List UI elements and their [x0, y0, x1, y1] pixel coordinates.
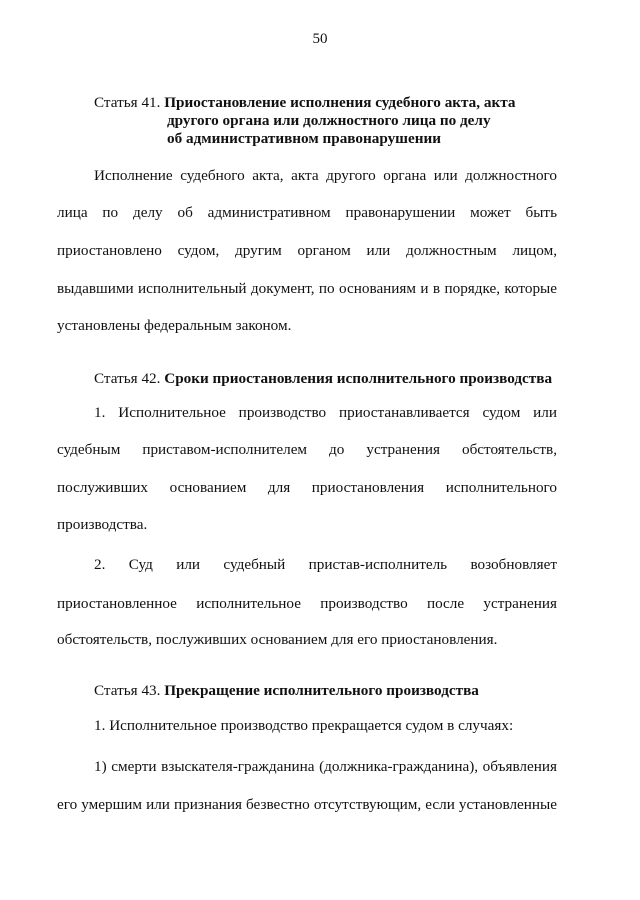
- article-43-item-1-line-2: его умершим или признания безвестно отсутствующим, если установленные: [57, 796, 557, 813]
- article-41-line-4: выдавшими исполнительный документ, по основаниям и в порядке, которые: [57, 280, 557, 297]
- article-42-p1-line-3: послуживших основанием для приостановления исполнительного: [57, 479, 557, 496]
- article-43-prefix: Статья 43.: [94, 682, 161, 699]
- article-42-p2-line-1: 2. Суд или судебный пристав-исполнитель возобновляет: [94, 556, 557, 573]
- article-42-p2-line-3: обстоятельств, послуживших основанием для его приостановления.: [57, 631, 498, 648]
- article-41-title-line-3: об административном правонарушении: [167, 130, 441, 147]
- page-number: 50: [312, 31, 328, 47]
- article-42-p1-line-1: 1. Исполнительное производство приостанавливается судом или: [94, 404, 557, 421]
- article-42-heading: [94, 370, 574, 388]
- article-41-heading: [94, 94, 574, 112]
- article-41-prefix: Статья 41.: [94, 94, 161, 111]
- article-43-item-1-line-1: 1) смерти взыскателя-гражданина (должника-гражданина), объявления: [94, 758, 557, 775]
- article-41-line-5: установлены федеральным законом.: [57, 317, 292, 334]
- article-42-p1-line-2: судебным приставом-исполнителем до устранения обстоятельств,: [57, 441, 557, 458]
- article-41-title-line-1: Приостановление исполнения судебного акта, акта: [164, 94, 516, 111]
- article-43-title: Прекращение исполнительного производства: [164, 682, 479, 699]
- article-41-line-2: лица по делу об административном правонарушении может быть: [57, 204, 557, 221]
- article-41-line-3: приостановлено судом, другим органом или должностным лицом,: [57, 242, 557, 259]
- article-43-p1: 1. Исполнительное производство прекращается судом в случаях:: [94, 717, 514, 734]
- article-42-p2-line-2: приостановленное исполнительное производство после устранения: [57, 595, 557, 612]
- article-43-heading: [94, 682, 574, 700]
- article-41-line-1: Исполнение судебного акта, акта другого органа или должностного: [94, 167, 557, 184]
- article-41-title-line-2: другого органа или должностного лица по делу: [167, 112, 491, 129]
- article-42-prefix: Статья 42.: [94, 370, 161, 387]
- article-42-p1-line-4: производства.: [57, 516, 148, 533]
- article-42-title: Сроки приостановления исполнительного производства: [164, 370, 553, 387]
